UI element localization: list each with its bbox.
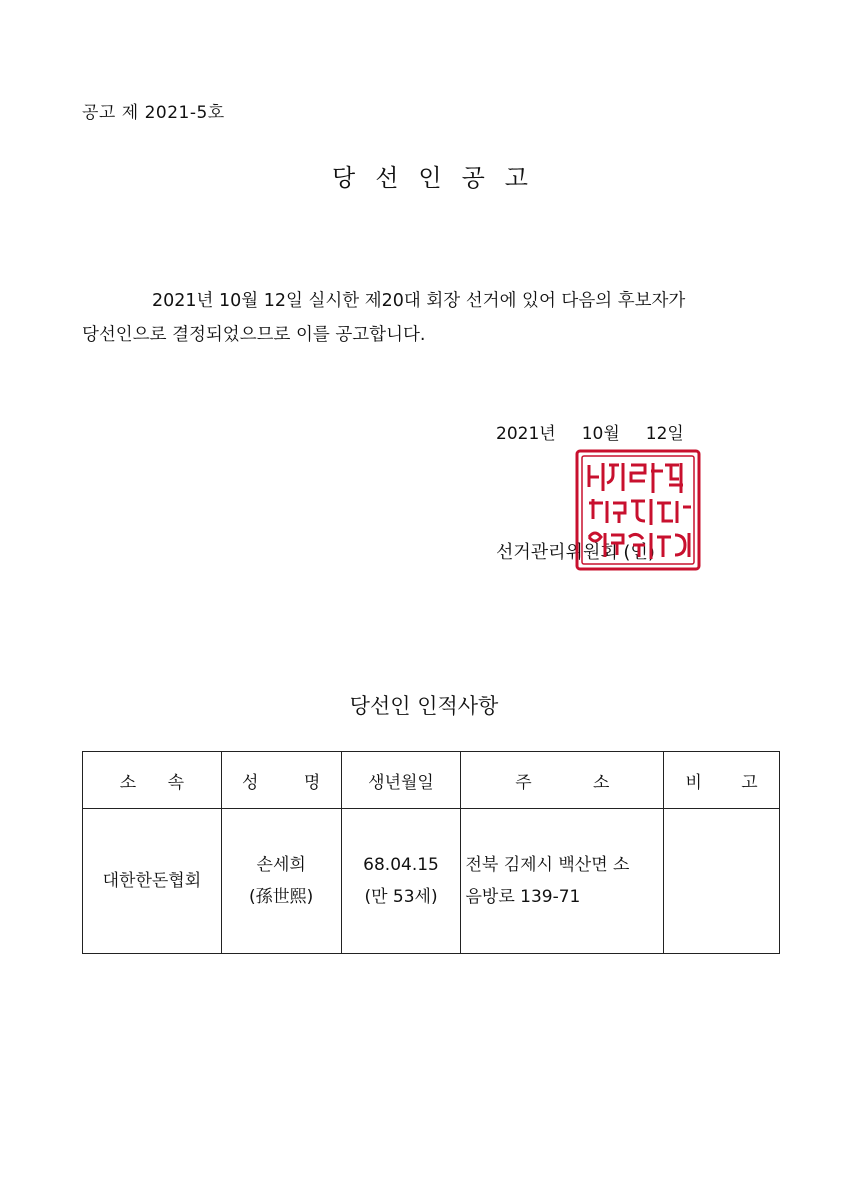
title-char: 선	[375, 164, 399, 192]
header-birthdate: 생년월일	[341, 752, 461, 809]
header-address: 주 소	[461, 752, 664, 809]
section-title: 당선인 인적사항	[349, 694, 499, 718]
cell-birthdate	[341, 809, 461, 954]
age: (만 53세)	[364, 887, 438, 907]
cell-note	[664, 809, 780, 954]
birthdate: 68.04.15	[363, 855, 439, 875]
table-header-row	[83, 752, 780, 809]
header-affiliation: 소 속	[83, 752, 222, 809]
cell-address	[461, 809, 664, 954]
body-line-1: 2021년 10월 12일 실시한 제20대 회장 선거에 있어 다음의 후보자가	[152, 291, 686, 311]
title-char: 당	[332, 164, 356, 192]
cell-name	[221, 809, 341, 954]
date-day: 12일	[645, 424, 684, 444]
committee-name: 선거관리위원회 (인)	[496, 542, 655, 563]
notice-number: 공고 제 2021-5호	[82, 103, 225, 123]
address-line-1: 전북 김제시 백산면 소	[465, 855, 630, 875]
notice-body	[82, 284, 772, 352]
official-seal-icon	[573, 447, 703, 573]
header-name: 성 명	[221, 752, 341, 809]
document-title	[300, 158, 560, 193]
cell-affiliation: 대한한돈협회	[83, 809, 222, 954]
winner-info-table	[82, 751, 780, 954]
table-row	[83, 809, 780, 954]
date-month: 10월	[581, 424, 620, 444]
header-note: 비 고	[664, 752, 780, 809]
winner-name-hanja: (孫世熙)	[249, 887, 314, 907]
address-line-2: 음방로 139-71	[465, 887, 581, 907]
winner-name: 손세희	[256, 855, 306, 875]
notice-date	[496, 419, 684, 444]
date-year: 2021년	[496, 424, 556, 444]
title-char: 공	[461, 164, 485, 192]
title-char: 인	[418, 164, 442, 192]
body-line-2: 당선인으로 결정되었으므로 이를 공고합니다.	[82, 325, 426, 345]
title-char: 고	[504, 164, 528, 192]
